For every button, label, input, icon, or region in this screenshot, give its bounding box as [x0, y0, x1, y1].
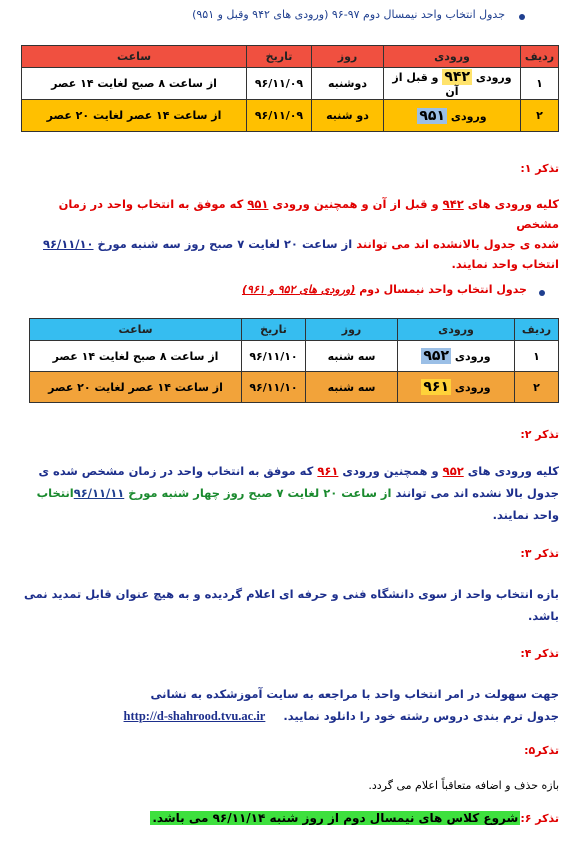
note6: [150, 811, 559, 825]
text: از ساعت ۲۰ لغایت ۷ صبح روز چهار شنبه مورخ: [128, 486, 392, 500]
text: و همچنین ورودی: [342, 464, 439, 478]
text: کلیه ورودی های: [467, 197, 559, 211]
table-header-row: [30, 319, 559, 341]
schedule-table-1: [21, 45, 559, 132]
col-header-time: ساعت: [22, 46, 247, 68]
col-header-day: روز: [306, 319, 398, 341]
note1-body: [19, 194, 559, 274]
entry-code: ۹۴۲: [444, 69, 471, 85]
section2-heading-sub: (ورودی های ۹۵۲ و ۹۶۱): [241, 283, 356, 296]
col-header-entry: ورودی: [384, 46, 521, 68]
row-time: از ساعت ۸ صبح لغایت ۱۴ عصر: [30, 341, 242, 372]
note4-body: [19, 683, 559, 727]
table-header-row: [22, 46, 559, 68]
schedule-table-2: [29, 318, 559, 403]
entry-code: ۹۵۱: [247, 197, 269, 211]
date: ۹۶/۱۱/۱۱: [73, 486, 125, 500]
section1-heading-text: جدول انتخاب واحد نیمسال دوم ۹۷-۹۶ (ورودی های ۹۴۲ وقبل و ۹۵۱): [192, 8, 505, 21]
entry-code: ۹۶۱: [423, 379, 450, 395]
note3-line2: باشد.: [528, 609, 559, 623]
entry-code: ۹۴۲: [442, 197, 464, 211]
note2-line1: [19, 460, 559, 482]
row-index: ۲: [521, 100, 559, 132]
col-header-entry: ورودی: [398, 319, 515, 341]
note2-line3: [19, 504, 559, 526]
text: از ساعت ۲۰ لغایت ۷ صبح روز سه شنبه مورخ: [97, 237, 353, 251]
note3-body: [19, 583, 559, 627]
note4-line2: [19, 705, 559, 727]
note5-text: بازه حذف و اضافه متعاقباً اعلام می گردد.: [368, 779, 559, 792]
col-header-index: ردیف: [521, 46, 559, 68]
text: کلیه ورودی های: [467, 464, 559, 478]
section2-heading: [242, 283, 527, 296]
text: که موفق به انتخاب واحد در زمان مشخص: [58, 197, 559, 231]
note1-title: تذکر ۱:: [520, 162, 559, 175]
note1-line1: [19, 194, 559, 234]
note1-line3: [19, 254, 559, 274]
note2-line2: [19, 482, 559, 504]
text: جدول ترم بندی دروس رشته خود را دانلود نمایید.: [283, 709, 559, 723]
text: که موفق به انتخاب واحد در زمان مشخص شده ی: [38, 464, 314, 478]
text: شده ی جدول بالانشده اند می توانند: [356, 237, 559, 251]
bullet-icon: [539, 290, 545, 296]
note1-line2: [19, 234, 559, 254]
row-index: ۱: [515, 341, 559, 372]
note4-title: تذکر ۴:: [520, 647, 559, 660]
row-date: ۹۶/۱۱/۰۹: [247, 100, 312, 132]
col-header-index: ردیف: [515, 319, 559, 341]
entry-code: ۹۶۱: [317, 464, 339, 478]
note2-body: [19, 460, 559, 526]
row-time: از ساعت ۱۴ عصر لغایت ۲۰ عصر: [22, 100, 247, 132]
entry-suffix: و قبل از آن: [392, 71, 459, 98]
class-start-highlight: شروع کلاس های نیمسال دوم از روز شنبه ۹۶/۱۱/۱۴ می باشد.: [152, 811, 519, 825]
row-date: ۹۶/۱۱/۱۰: [242, 341, 306, 372]
table-row: [22, 100, 559, 132]
row-time: از ساعت ۱۴ عصر لغایت ۲۰ عصر: [30, 372, 242, 403]
note3-line1: بازه انتخاب واحد از سوی دانشگاه فنی و حرفه ای اعلام گردیده و به هیچ عنوان قابل تمدید نمی: [23, 587, 559, 601]
table-row: [22, 68, 559, 100]
row-entry: [398, 372, 515, 403]
text: جدول بالا نشده اند می توانند: [395, 486, 559, 500]
text: واحد نمایند.: [492, 508, 559, 522]
row-index: ۲: [515, 372, 559, 403]
col-header-time: ساعت: [30, 319, 242, 341]
note6-title: تذکر ۶:: [520, 812, 559, 825]
row-time: از ساعت ۸ صبح لغایت ۱۴ عصر: [22, 68, 247, 100]
table-row: [30, 372, 559, 403]
section1-heading: [192, 8, 505, 21]
note3-title: تذکر ۳:: [520, 547, 559, 560]
entry-prefix: ورودی: [475, 71, 512, 84]
text: انتخاب واحد نمایند.: [451, 257, 559, 271]
col-header-date: تاریخ: [242, 319, 306, 341]
row-date: ۹۶/۱۱/۱۰: [242, 372, 306, 403]
entry-prefix: ورودی: [454, 350, 491, 363]
row-day: سه شنبه: [306, 372, 398, 403]
row-entry: [384, 100, 521, 132]
entry-code: ۹۵۱: [419, 107, 446, 124]
entry-code: ۹۵۲: [423, 348, 450, 364]
row-day: دو شنبه: [312, 100, 384, 132]
table-row: [30, 341, 559, 372]
row-index: ۱: [521, 68, 559, 100]
text: انتخاب: [36, 486, 74, 500]
col-header-day: روز: [312, 46, 384, 68]
bullet-icon: [519, 14, 525, 20]
text: و قبل از آن و همچنین ورودی: [272, 197, 439, 211]
note5-body: [19, 776, 559, 796]
row-day: دوشنبه: [312, 68, 384, 100]
row-entry: [398, 341, 515, 372]
website-link[interactable]: http://d-shahrood.tvu.ac.ir: [123, 709, 266, 723]
date: ۹۶/۱۱/۱۰: [43, 237, 94, 251]
section2-heading-text: جدول انتخاب واحد نیمسال دوم: [359, 283, 527, 296]
row-day: سه شنبه: [306, 341, 398, 372]
note5-title: تذکر۵:: [524, 744, 559, 757]
note4-line1: جهت سهولت در امر انتخاب واحد با مراجعه به سایت آموزشکده به نشانی: [150, 687, 559, 701]
row-entry: [384, 68, 521, 100]
entry-prefix: ورودی: [450, 109, 487, 123]
row-date: ۹۶/۱۱/۰۹: [247, 68, 312, 100]
col-header-date: تاریخ: [247, 46, 312, 68]
entry-code: ۹۵۲: [442, 464, 464, 478]
note2-title: تذکر ۲:: [520, 428, 559, 441]
entry-prefix: ورودی: [454, 381, 491, 394]
